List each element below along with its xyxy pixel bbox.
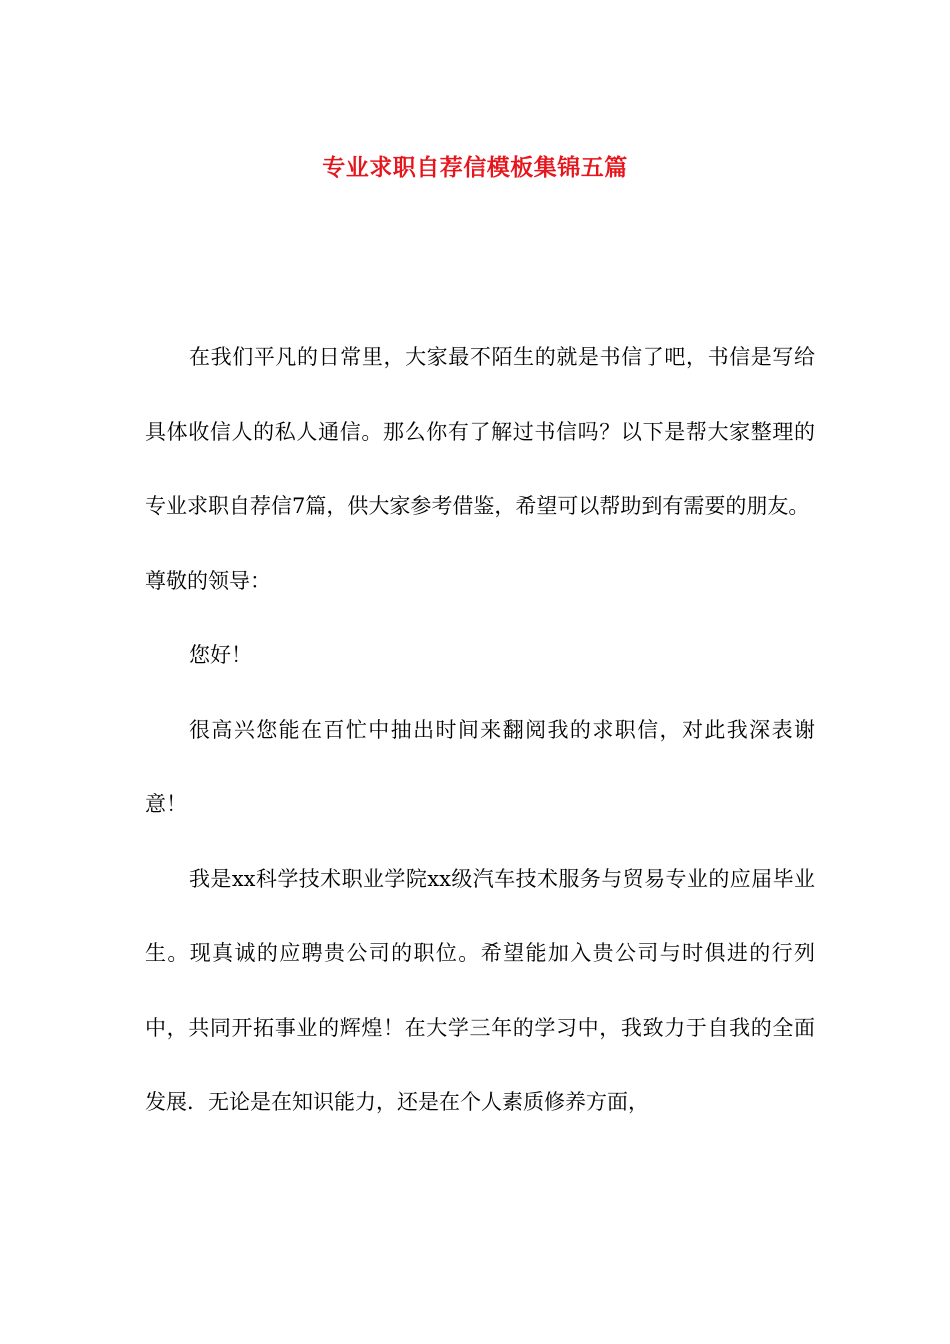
paragraph-self-intro: 我是xx科学技术职业学院xx级汽车技术服务与贸易专业的应届毕业生。现真诚的应聘贵公司的职位。希望能加入贵公司与时俱进的行列中，共同开拓事业的辉煌！在大学三年的学习中，我致力于自我的全面发展．无论是在知识能力，还是在个人素质修养方面， (145, 866, 815, 1114)
paragraph-intro: 在我们平凡的日常里，大家最不陌生的就是书信了吧，书信是写给具体收信人的私人通信。那么你有了解过书信吗？以下是帮大家整理的专业求职自荐信7篇，供大家参考借鉴，希望可以帮助到有需要的朋友。 (145, 345, 815, 518)
paragraph-salutation: 尊敬的领导： (145, 568, 271, 593)
paragraph-thanks: 很高兴您能在百忙中抽出时间来翻阅我的求职信，对此我深表谢意！ (145, 717, 815, 816)
document-body (145, 320, 815, 1140)
paragraph-greeting: 您好！ (189, 643, 252, 667)
document-title: 专业求职自荐信模板集锦五篇 (322, 154, 628, 182)
